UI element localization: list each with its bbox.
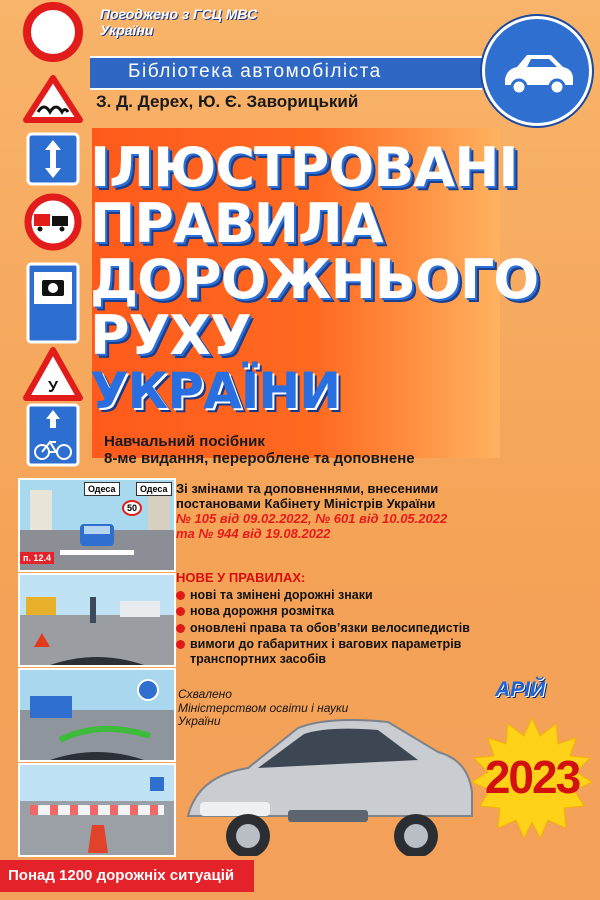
title-line-1: ІЛЮСТРОВАНІ (90, 136, 518, 199)
new-rules-list (176, 588, 496, 667)
title-line-4: РУХУ (90, 304, 251, 367)
decree-line-1: № 105 від 09.02.2022, № 601 від 10.05.2022 (176, 511, 448, 526)
illustration-2 (18, 573, 176, 667)
illustration-1 (18, 478, 176, 572)
city-sign-1: Одеса (84, 482, 120, 496)
title-line-2: ПРАВИЛА (90, 192, 383, 255)
list-item: нові та змінені дорожні знаки (176, 588, 496, 603)
publisher-logo: АРІЙ (495, 678, 546, 701)
speed-limit-sign: 50 (122, 500, 142, 516)
authors: З. Д. Дерех, Ю. Є. Заворицький (96, 92, 359, 111)
ministry-line-1: Схвалено (178, 687, 232, 701)
ministry-line-2: Міністерством освіти і науки (178, 700, 349, 715)
amendments-note (176, 481, 486, 541)
situations-text: Понад 1200 дорожніх ситуацій (8, 867, 235, 884)
illustration-3 (18, 668, 176, 762)
rule-badge: п. 12.4 (20, 552, 54, 564)
new-rules-box (176, 571, 496, 668)
lane-sign-letter: У (48, 379, 58, 396)
subtitle-line-1: Навчальний посібник (104, 433, 265, 450)
situations-banner (0, 860, 254, 892)
title-line-3: ДОРОЖНЬОГО (90, 248, 539, 311)
passenger-car-sign-icon (482, 16, 592, 126)
decree-line-2: та № 944 від 19.08.2022 (176, 526, 331, 541)
bicycle-lane-sign-icon (28, 405, 78, 465)
new-rules-heading: НОВЕ У ПРАВИЛАХ: (176, 570, 306, 585)
edition-info (104, 433, 415, 467)
edition-year: 2023 (484, 751, 580, 803)
city-sign-2: Одеса (136, 482, 172, 496)
illustration-4 (18, 763, 176, 857)
subtitle-line-2: 8-ме видання, перероблене та доповнене (104, 450, 415, 467)
learner-driver-sign-icon (26, 350, 80, 398)
ministry-line-3: України (178, 714, 221, 728)
list-item: вимоги до габаритних і вагових параметрів транспортних засобів (176, 637, 496, 666)
speed-camera-sign-icon (28, 264, 78, 342)
approval-note: Погоджено з ГСЦ МВС України (100, 6, 258, 38)
list-item: оновлені права та обов’язки велосипедистів (176, 621, 496, 636)
no-vehicles-sign-icon (27, 6, 79, 58)
list-item: нова дорожня розмітка (176, 604, 496, 619)
two-way-traffic-sign-icon (28, 134, 78, 184)
series-banner (90, 56, 482, 90)
amendments-text: Зі змінами та доповненнями, внесеними постановами Кабінету Міністрів України (176, 481, 439, 511)
series-title: Бібліотека автомобіліста (128, 61, 382, 82)
car-illustration (178, 706, 478, 856)
uneven-road-sign-icon (26, 78, 80, 120)
road-signs-column (18, 0, 88, 470)
title-line-5: УКРАЇНИ (90, 362, 341, 420)
no-trucks-sign-icon (28, 197, 78, 247)
